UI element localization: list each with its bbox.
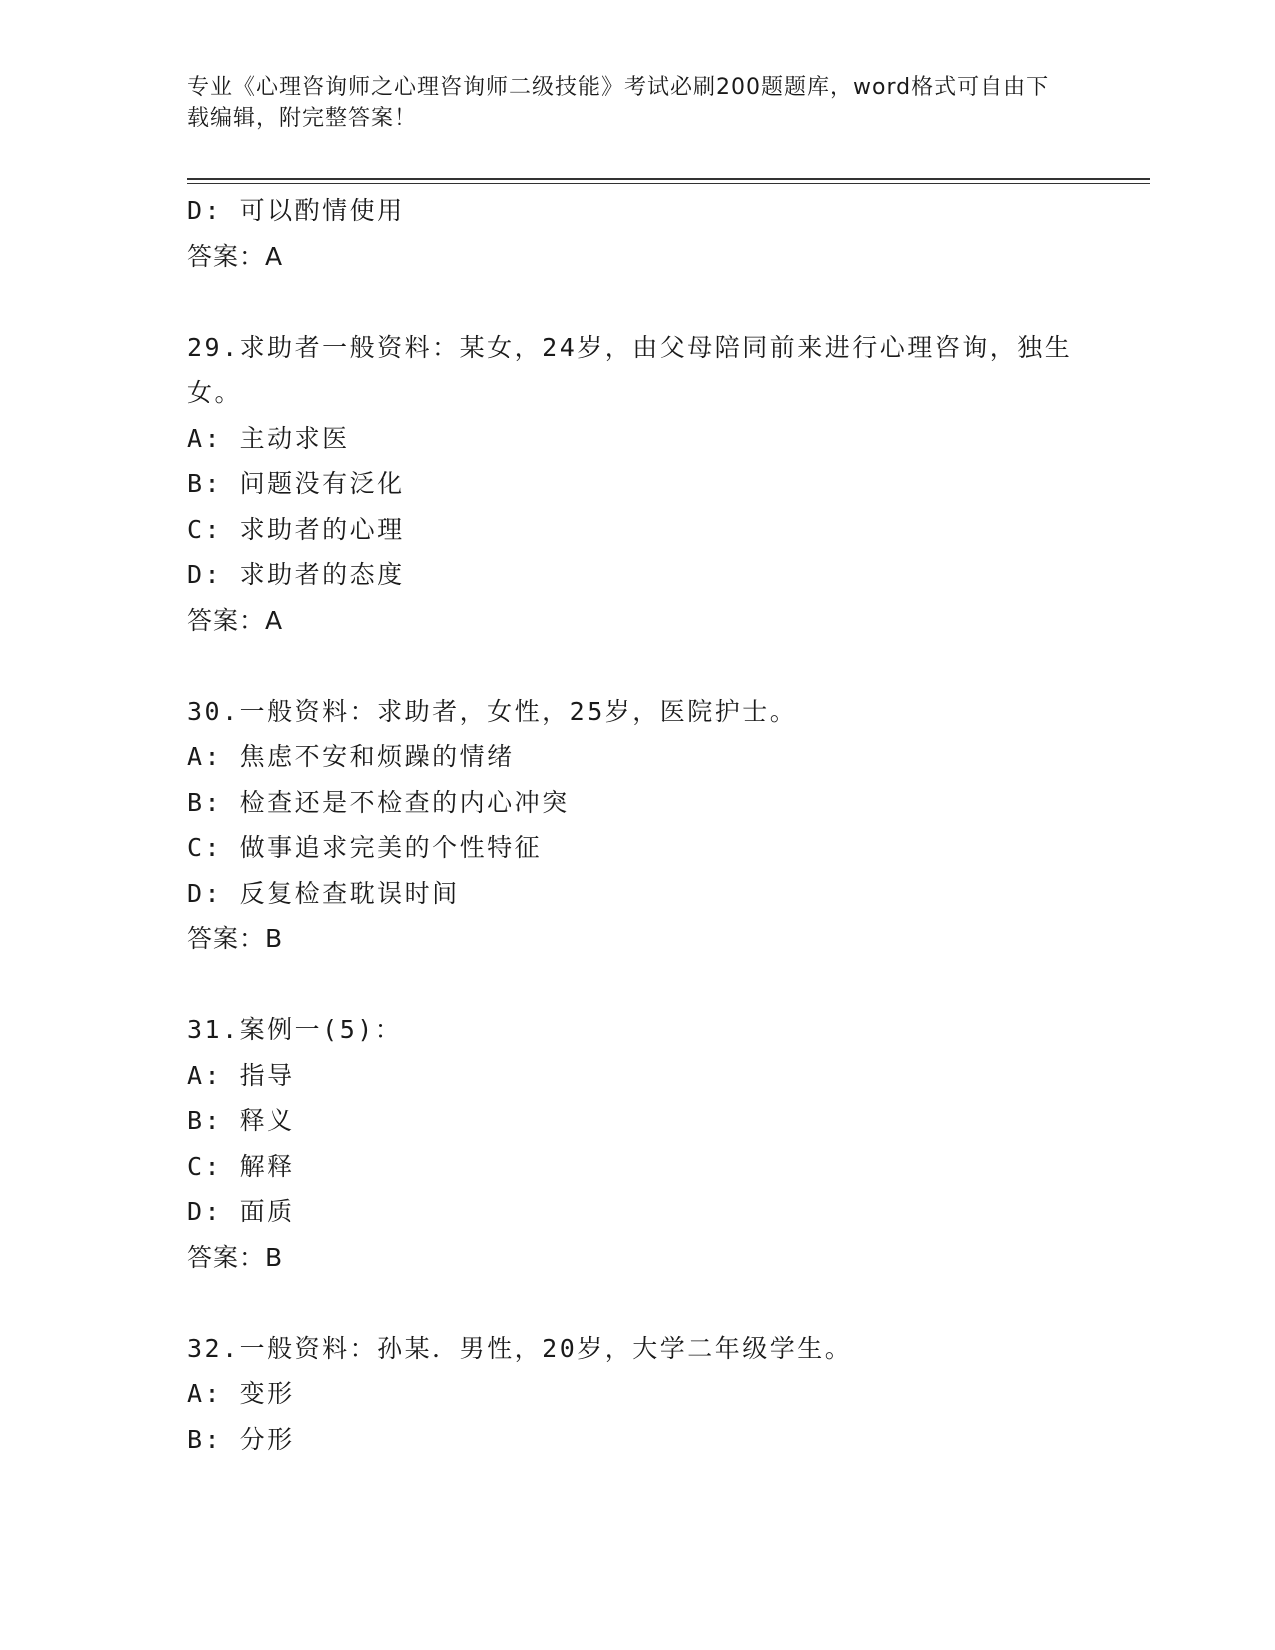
fragment-answer: 答案：A [187,241,284,271]
spacer [187,279,1087,325]
question-text: 32.一般资料：孙某．男性，20岁，大学二年级学生。 [187,1333,853,1363]
option-b: B: 检查还是不检查的内心冲突 [187,787,570,817]
answer: 答案：A [187,605,284,635]
option-a: A: 指导 [187,1060,295,1090]
header-divider-thick [187,178,1150,180]
answer: 答案：B [187,924,284,953]
question-30 [187,689,1087,962]
question-29 [187,325,1087,644]
fragment-option-d: D: 可以酌情使用 [187,196,405,225]
question-text: 31.案例一(5)： [187,1015,403,1044]
spacer [187,643,1087,689]
question-text: 29.求助者一般资料：某女，24岁，由父母陪同前来进行心理咨询，独生女。 [187,332,1073,407]
question-text: 30.一般资料：求助者，女性，25岁，医院护士。 [187,696,798,726]
option-c: C: 解释 [187,1151,295,1181]
option-c: C: 做事追求完美的个性特征 [187,833,543,862]
option-d: D: 求助者的态度 [187,560,405,589]
question-31 [187,1007,1087,1280]
question-content [187,188,1087,1462]
option-d: D: 面质 [187,1197,295,1226]
option-a: A: 主动求医 [187,423,350,453]
option-b: B: 问题没有泛化 [187,469,405,498]
option-a: A: 变形 [187,1379,295,1408]
spacer [187,962,1087,1008]
header-divider-thin [187,183,1150,184]
question-32 [187,1326,1087,1463]
answer: 答案：B [187,1242,284,1272]
option-b: B: 释义 [187,1106,295,1135]
option-c: C: 求助者的心理 [187,514,405,544]
option-a: A: 焦虑不安和烦躁的情绪 [187,742,515,771]
option-d: D: 反复检查耽误时间 [187,878,460,908]
spacer [187,1280,1087,1326]
option-b: B: 分形 [187,1424,295,1454]
page-header-title: 专业《心理咨询师之心理咨询师二级技能》考试必刷200题题库，word格式可自由下载编辑，附完整答案！ [187,75,1050,131]
